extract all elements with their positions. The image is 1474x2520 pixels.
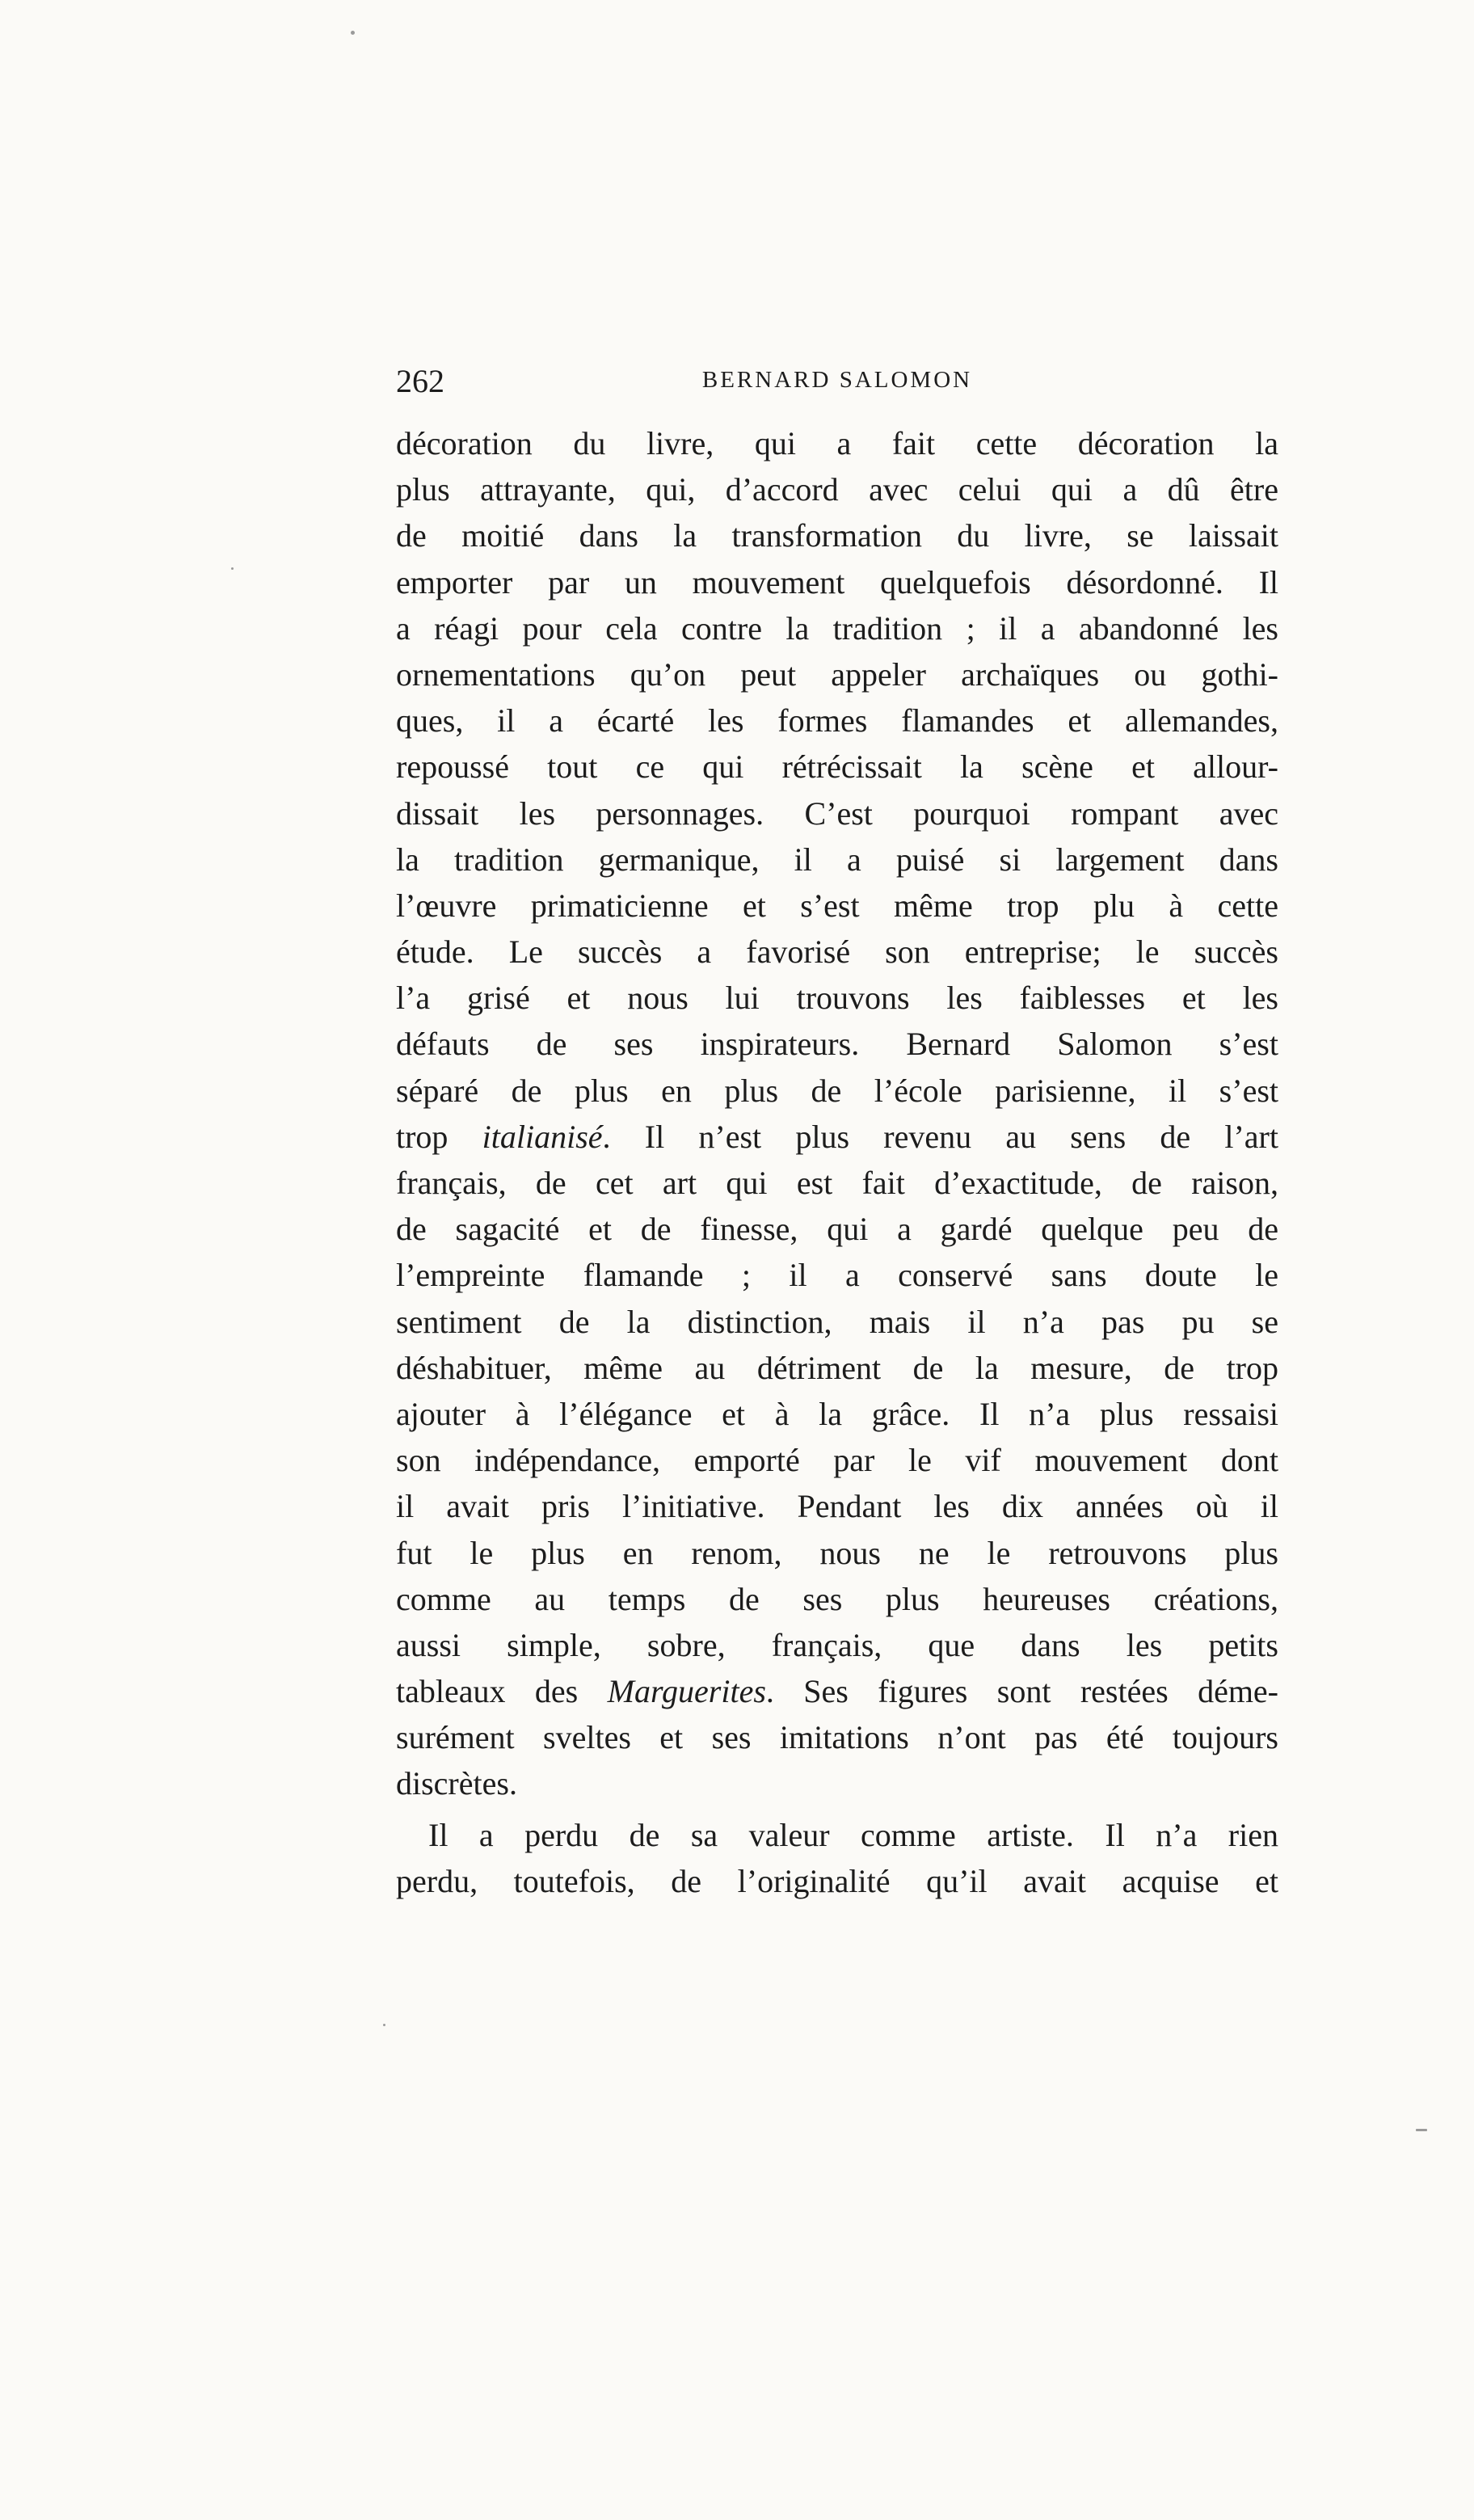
text-line [396, 512, 1278, 558]
paper-speck [1416, 2129, 1427, 2131]
italic-text: Marguerites [607, 1673, 766, 1710]
text-segment: ajouter à l’élégance et à la grâce. Il n’a plus ressaisi [396, 1395, 1278, 1432]
text-line [396, 790, 1278, 836]
text-line [396, 836, 1278, 883]
running-head [396, 362, 1278, 420]
text-line [396, 1668, 1278, 1714]
text-line [396, 605, 1278, 651]
text-line [396, 1114, 1278, 1160]
text-line [396, 1252, 1278, 1298]
text-segment: dissait les personnages. C’est pourquoi rompant avec [396, 794, 1278, 832]
page-number: 262 [396, 363, 444, 399]
text-line [396, 420, 1278, 466]
text-segment: surément sveltes et ses imitations n’ont pas été toujours [396, 1719, 1278, 1756]
text-line [396, 466, 1278, 512]
text-segment: . Il n’est plus revenu au sens de l’art [602, 1118, 1278, 1155]
text-segment: déshabituer, même au détriment de la mesure, de trop [396, 1349, 1278, 1386]
paragraph [396, 420, 1278, 1807]
text-segment: sentiment de la distinction, mais il n’a pas pu se [396, 1303, 1278, 1340]
text-line [396, 1622, 1278, 1668]
text-segment: comme au temps de ses plus heureuses créations, [396, 1580, 1278, 1617]
text-line [396, 744, 1278, 790]
text-line [396, 697, 1278, 744]
text-segment: plus attrayante, qui, d’accord avec celui qui a dû être [396, 471, 1278, 508]
text-segment: l’empreinte flamande ; il a conservé sans doute le [396, 1257, 1278, 1294]
body-text [396, 420, 1278, 1904]
text-segment: il avait pris l’initiative. Pendant les dix années où il [396, 1488, 1278, 1525]
text-segment: la tradition germanique, il a puisé si largement dans [396, 841, 1278, 878]
paragraph [396, 1812, 1278, 1904]
text-segment: défauts de ses inspirateurs. Bernard Salomon s’est [396, 1026, 1278, 1063]
text-line [396, 883, 1278, 929]
text-segment: ques, il a écarté les formes flamandes et allemandes, [396, 702, 1278, 740]
text-line [396, 1530, 1278, 1576]
text-segment: séparé de plus en plus de l’école parisienne, il s’est [396, 1072, 1278, 1109]
text-segment: aussi simple, sobre, français, que dans les petits [396, 1626, 1278, 1663]
text-line [396, 1576, 1278, 1622]
text-line [396, 929, 1278, 975]
text-segment: perdu, toutefois, de l’originalité qu’il avait acquise et [396, 1862, 1278, 1899]
text-segment: discrètes. [396, 1765, 517, 1802]
text-line [396, 1021, 1278, 1067]
text-line [396, 1068, 1278, 1114]
text-segment: trop [396, 1118, 482, 1155]
text-line [396, 1345, 1278, 1391]
text-segment: . Ses figures sont restées déme- [765, 1673, 1279, 1710]
text-segment: Il a perdu de sa valeur comme artiste. Il n’a rien [428, 1816, 1278, 1853]
text-line [396, 559, 1278, 605]
text-segment: a réagi pour cela contre la tradition ; il a abandonné les [396, 609, 1278, 647]
text-line [396, 1714, 1278, 1760]
text-line [396, 1858, 1278, 1904]
running-title: BERNARD SALOMON [701, 367, 973, 393]
text-segment: l’œuvre primaticienne et s’est même trop plu à cette [396, 887, 1278, 924]
paper-speck [351, 31, 355, 35]
text-segment: ornementations qu’on peut appeler archaïques ou gothi- [396, 655, 1278, 693]
text-segment: français, de cet art qui est fait d’exactitude, de raison, [396, 1165, 1278, 1201]
text-line [396, 1299, 1278, 1345]
text-line [396, 1760, 1278, 1806]
text-line [396, 1160, 1278, 1206]
text-line [396, 1206, 1278, 1252]
text-line [396, 975, 1278, 1021]
text-line [396, 1391, 1278, 1437]
text-segment: son indépendance, emporté par le vif mouvement dont [396, 1442, 1278, 1479]
text-line [396, 651, 1278, 697]
paper-speck [231, 567, 234, 570]
text-segment: tableaux des [396, 1673, 608, 1710]
text-segment: repoussé tout ce qui rétrécissait la scène et allour- [396, 748, 1278, 786]
paper-speck [383, 2024, 385, 2026]
text-block [396, 362, 1278, 1904]
text-segment: emporter par un mouvement quelquefois désordonné. Il [396, 563, 1278, 601]
italic-text: italianisé [482, 1118, 603, 1155]
text-line [396, 1483, 1278, 1529]
text-line [396, 1812, 1278, 1858]
text-segment: de moitié dans la transformation du livre, se laissait [396, 517, 1278, 554]
text-line [396, 1437, 1278, 1483]
text-segment: fut le plus en renom, nous ne le retrouvons plus [396, 1534, 1278, 1571]
text-segment: étude. Le succès a favorisé son entreprise; le succès [396, 933, 1278, 971]
text-segment: décoration du livre, qui a fait cette décoration la [396, 425, 1278, 461]
text-segment: l’a grisé et nous lui trouvons les faiblesses et les [396, 980, 1278, 1017]
text-segment: de sagacité et de finesse, qui a gardé quelque peu de [396, 1211, 1278, 1248]
